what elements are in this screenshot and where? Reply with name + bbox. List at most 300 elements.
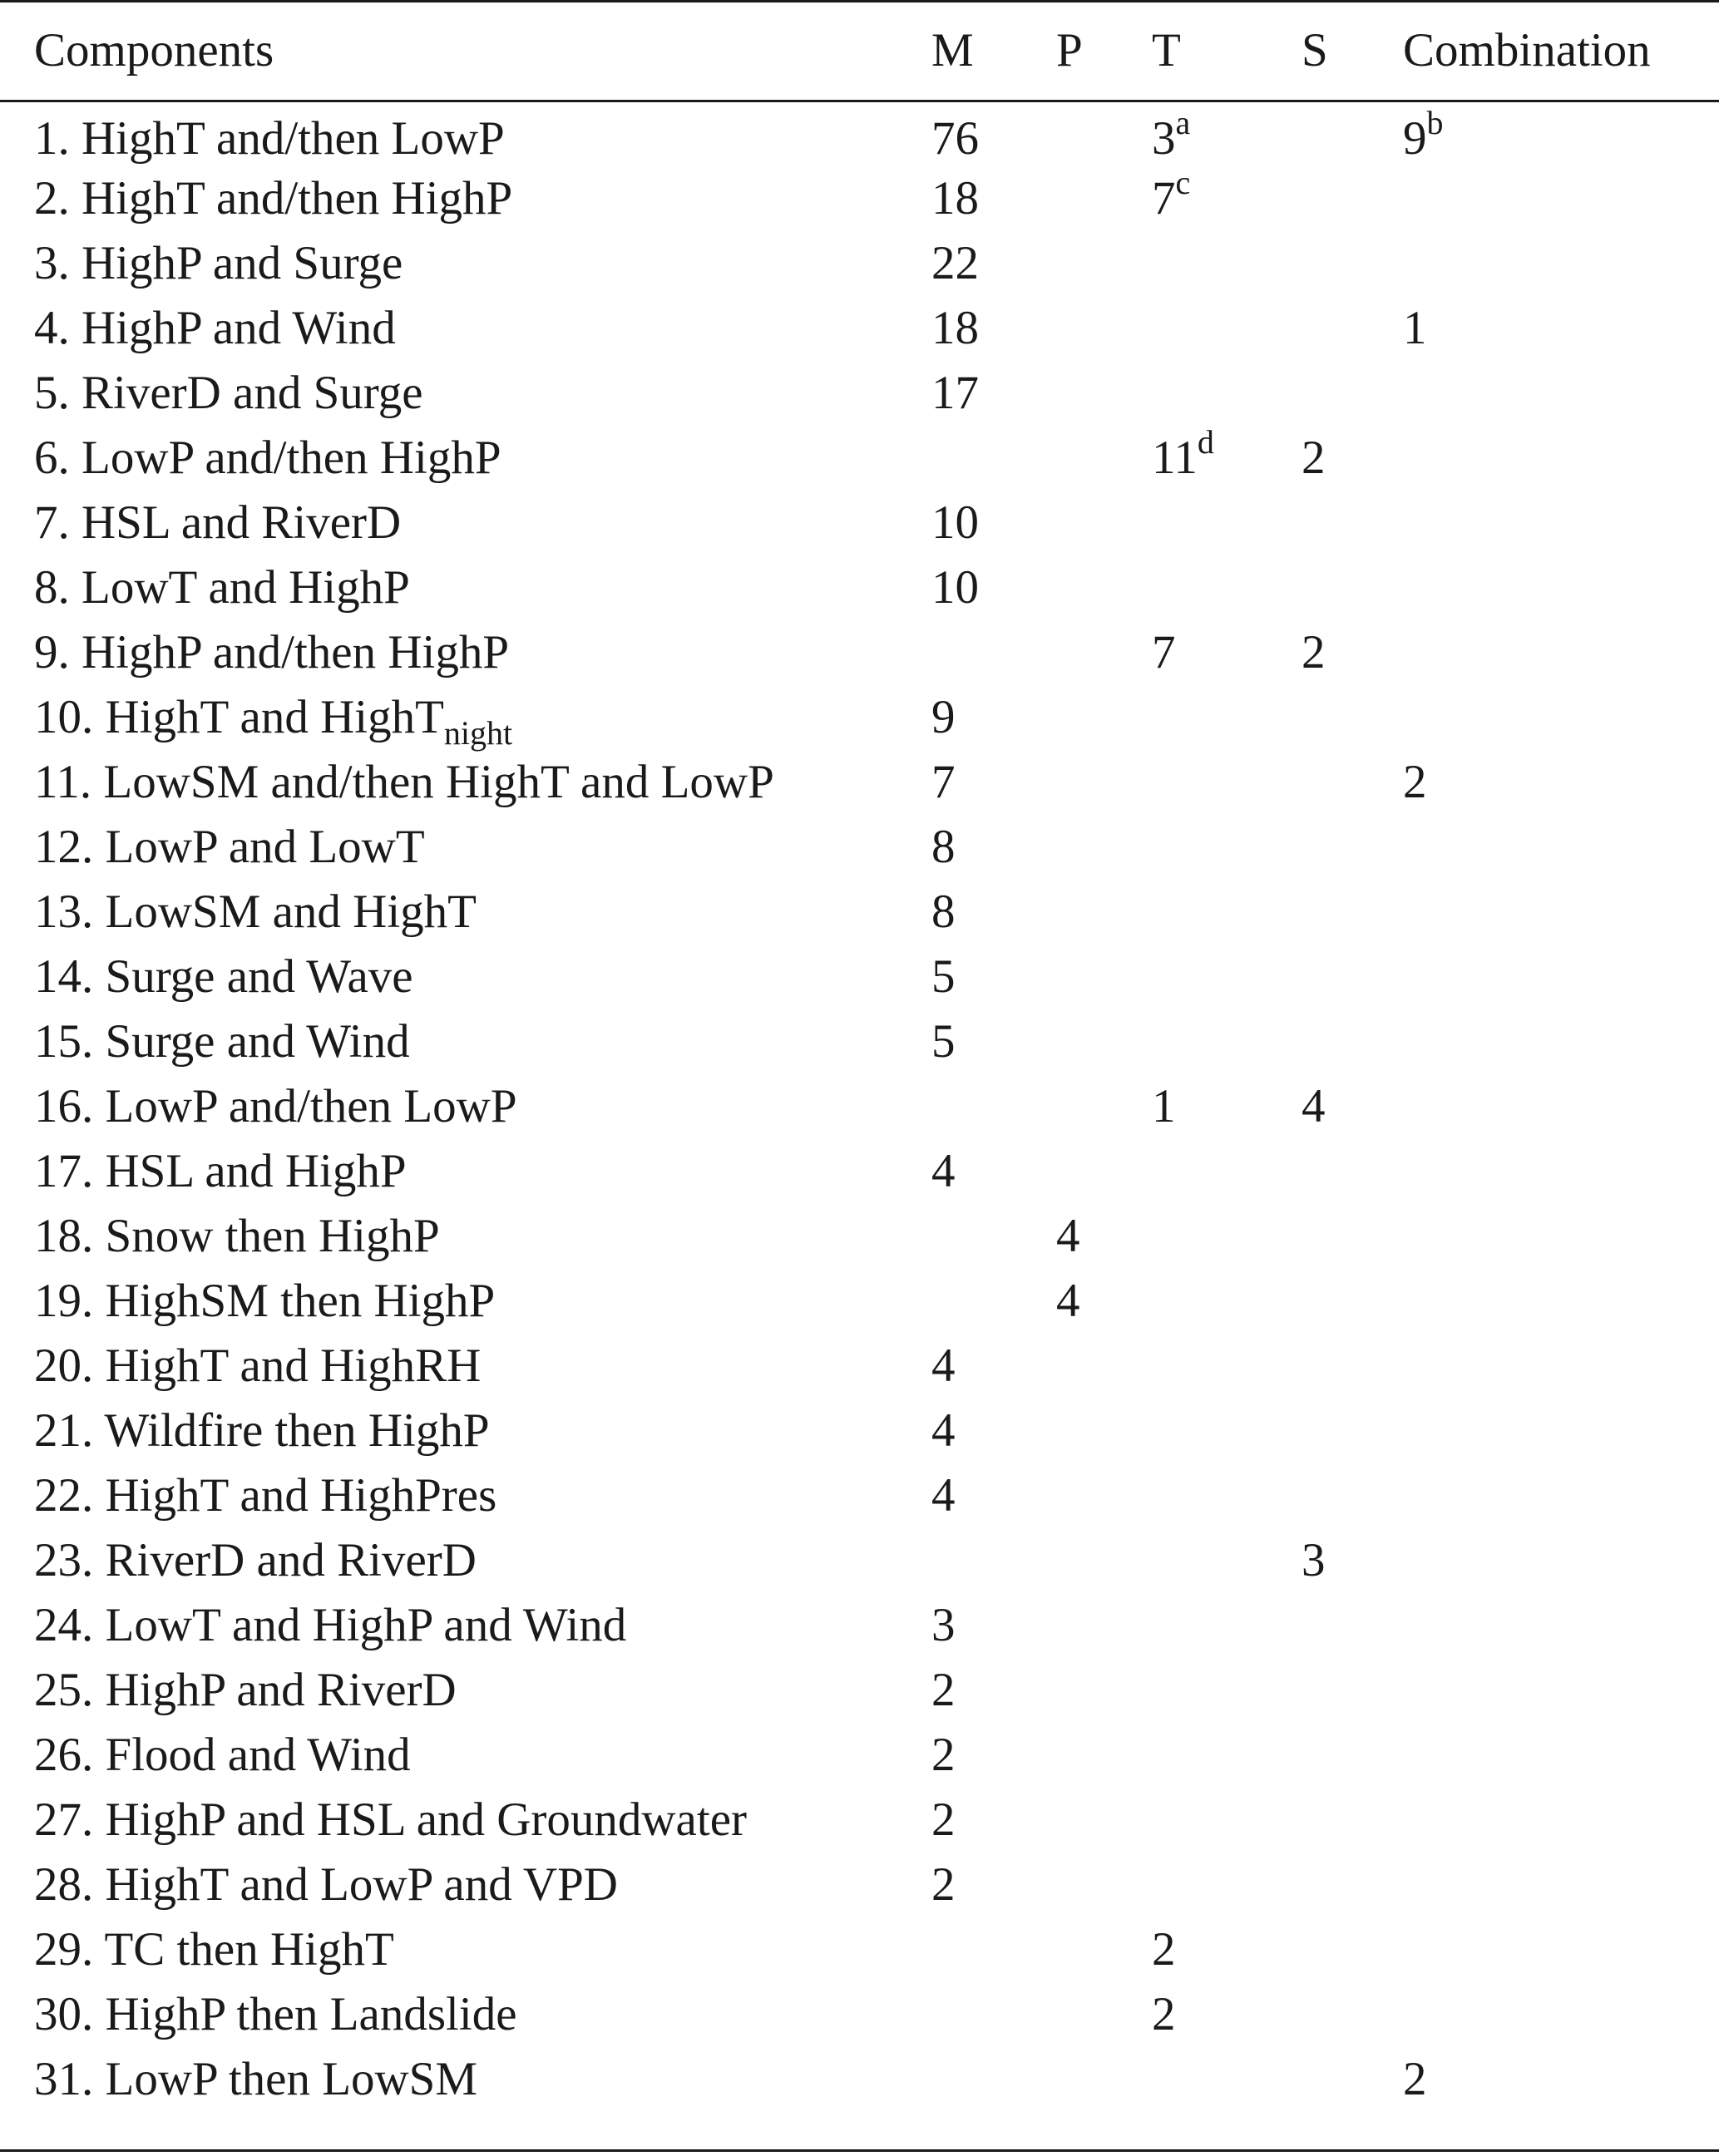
cell-m [931,879,1056,944]
cell-value: 2 [1403,755,1427,808]
cell-s [1302,230,1403,295]
table-row [0,1787,1719,1852]
cell-s [1302,1398,1403,1463]
cell-p [1056,1463,1152,1527]
cell-combination [1403,1463,1719,1527]
cell-t [1152,1852,1302,1917]
cell-s [1302,1722,1403,1787]
cell-value: 2 [1152,1922,1176,1976]
cell-p [1056,944,1152,1009]
cell-combination [1403,1592,1719,1657]
cell-t [1152,230,1302,295]
cell-s [1302,1009,1403,1073]
table-bottom-rule [0,2149,1719,2152]
component-label-subscript: night [443,713,513,752]
cell-components [0,1009,931,1073]
table-body [0,100,1719,2111]
cell-components [0,749,931,814]
component-label: 17. HSL and HighP [34,1144,407,1197]
cell-p [1056,1138,1152,1203]
component-label: 4. HighP and Wind [34,301,396,354]
cell-components [0,1073,931,1138]
cell-components [0,619,931,684]
component-label: 14. Surge and Wave [34,950,413,1003]
table-row [0,1203,1719,1268]
cell-combination [1403,360,1719,425]
cell-t [1152,1268,1302,1333]
cell-p [1056,1073,1152,1138]
cell-t [1152,422,1302,490]
cell-value: 4 [1056,1209,1080,1262]
cell-value: 4 [931,1339,956,1392]
cell-s [1302,1203,1403,1268]
cell-value: 4 [931,1404,956,1457]
cell-combination [1403,684,1719,749]
cell-m [931,555,1056,619]
cell-value: 9 [931,690,956,743]
cell-s [1302,1527,1403,1592]
cell-value: 10 [931,496,979,549]
cell-value: 76 [931,112,979,165]
cell-p [1056,879,1152,944]
component-label: 23. RiverD and RiverD [34,1533,477,1586]
table-row [0,1138,1719,1203]
cell-components [0,1787,931,1852]
cell-t [1152,619,1302,684]
cell-m [931,944,1056,1009]
table-row [0,1268,1719,1333]
cell-m [931,100,1056,165]
cell-p [1056,814,1152,879]
cell-s [1302,1917,1403,1981]
cell-t [1152,1917,1302,1981]
cell-m [931,619,1056,684]
cell-m [931,1463,1056,1527]
table-row [0,944,1719,1009]
cell-value: 2 [931,1858,956,1911]
component-label: 26. Flood and Wind [34,1728,411,1781]
component-label: 19. HighSM then HighP [34,1274,496,1327]
cell-p [1056,1009,1152,1073]
cell-t [1152,1073,1302,1138]
footnote-marker: d [1197,422,1214,461]
cell-s [1302,684,1403,749]
component-label: 9. HighP and/then HighP [34,625,510,678]
cell-s [1302,165,1403,230]
cell-t [1152,1657,1302,1722]
cell-value: 18 [931,301,979,354]
cell-value: 1 [1403,301,1427,354]
table-header-row [0,0,1719,100]
cell-m [931,684,1056,749]
component-label: 15. Surge and Wind [34,1014,410,1068]
table-row [0,1463,1719,1527]
component-label: 24. LowT and HighP and Wind [34,1598,627,1651]
cell-s [1302,1073,1403,1138]
cell-m [931,1073,1056,1138]
table-row [0,1657,1719,1722]
cell-m [931,1981,1056,2046]
cell-s [1302,1787,1403,1852]
table-row [0,1917,1719,1981]
cell-p [1056,1787,1152,1852]
table-row [0,619,1719,684]
cell-m [931,295,1056,360]
cell-combination [1403,425,1719,490]
cell-value: 2 [931,1663,956,1716]
cell-value: 1 [1152,1079,1176,1132]
cell-value: 2 [1302,431,1326,484]
cell-p [1056,490,1152,555]
cell-value: 3 [1152,112,1176,165]
cell-components [0,814,931,879]
table-row [0,165,1719,230]
cell-p [1056,1657,1152,1722]
cell-combination [1403,100,1719,165]
cell-combination [1403,1138,1719,1203]
cell-value: 5 [931,1014,956,1068]
header-combination: Combination [1403,23,1651,76]
component-label: 28. HighT and LowP and VPD [34,1858,618,1911]
cell-value: 3 [931,1598,956,1651]
cell-combination [1403,1657,1719,1722]
cell-combination [1403,295,1719,360]
cell-components [0,1981,931,2046]
component-label: 2. HighT and/then HighP [34,171,513,224]
component-label: 20. HighT and HighRH [34,1339,482,1392]
cell-combination [1403,1787,1719,1852]
cell-combination [1403,749,1719,814]
cell-components [0,1398,931,1463]
cell-t [1152,1527,1302,1592]
cell-combination [1403,1009,1719,1073]
component-label: 7. HSL and RiverD [34,496,402,549]
cell-t [1152,814,1302,879]
table-row [0,749,1719,814]
cell-t [1152,1722,1302,1787]
cell-combination [1403,1398,1719,1463]
cell-combination [1403,1722,1719,1787]
table-row [0,1981,1719,2046]
cell-p [1056,1527,1152,1592]
cell-s [1302,360,1403,425]
cell-t [1152,1787,1302,1852]
cell-combination [1403,1268,1719,1333]
cell-components [0,1657,931,1722]
cell-combination [1403,2046,1719,2111]
cell-combination [1403,1852,1719,1917]
cell-t [1152,295,1302,360]
cell-t [1152,1463,1302,1527]
cell-combination [1403,944,1719,1009]
component-label: 21. Wildfire then HighP [34,1404,490,1457]
cell-components [0,1722,931,1787]
cell-value: 4 [931,1144,956,1197]
header-p: P [1056,23,1083,76]
cell-p [1056,230,1152,295]
cell-p [1056,684,1152,749]
cell-value: 5 [931,950,956,1003]
cell-m [931,1333,1056,1398]
cell-t [1152,1592,1302,1657]
cell-m [931,749,1056,814]
cell-combination [1403,555,1719,619]
cell-s [1302,879,1403,944]
table-row [0,1333,1719,1398]
header-m: M [931,23,974,76]
cell-components [0,360,931,425]
cell-p [1056,1592,1152,1657]
component-label: 16. LowP and/then LowP [34,1079,517,1132]
cell-p [1056,1981,1152,2046]
cell-combination [1403,1073,1719,1138]
header-t: T [1152,23,1181,76]
cell-s [1302,1657,1403,1722]
cell-p [1056,100,1152,165]
header-components: Components [34,23,274,76]
cell-m [931,1203,1056,1268]
cell-t [1152,490,1302,555]
cell-s [1302,814,1403,879]
cell-p [1056,749,1152,814]
footnote-marker: c [1175,163,1191,201]
cell-s [1302,490,1403,555]
table-row [0,490,1719,555]
cell-m [931,230,1056,295]
cell-components [0,230,931,295]
cell-t [1152,684,1302,749]
cell-t [1152,1203,1302,1268]
cell-m [931,1009,1056,1073]
table-row [0,1722,1719,1787]
table-row [0,360,1719,425]
cell-combination [1403,879,1719,944]
cell-components [0,1852,931,1917]
cell-t [1152,165,1302,230]
cell-value: 22 [931,236,979,289]
cell-m [931,1527,1056,1592]
table-row [0,1852,1719,1917]
cell-m [931,1657,1056,1722]
component-label: 25. HighP and RiverD [34,1663,457,1716]
cell-t [1152,100,1302,165]
cell-components [0,1592,931,1657]
cell-value: 4 [1056,1274,1080,1327]
cell-t [1152,555,1302,619]
cell-p [1056,1268,1152,1333]
cell-p [1056,1203,1152,1268]
cell-s [1302,1138,1403,1203]
cell-s [1302,1852,1403,1917]
cell-s [1302,425,1403,490]
cell-p [1056,425,1152,490]
cell-value: 7 [1152,171,1176,224]
cell-components [0,1138,931,1203]
cell-combination [1403,1333,1719,1398]
cell-p [1056,165,1152,230]
cell-components [0,295,931,360]
cell-m [931,1722,1056,1787]
table-row [0,2046,1719,2111]
cell-m [931,1398,1056,1463]
table-row [0,425,1719,490]
cell-s [1302,1981,1403,2046]
cell-value: 7 [1152,625,1176,678]
footnote-marker: a [1175,104,1191,141]
cell-components [0,879,931,944]
cell-components [0,1463,931,1527]
cell-s [1302,2046,1403,2111]
component-label: 29. TC then HighT [34,1922,394,1976]
cell-combination [1403,1203,1719,1268]
component-label: 11. LowSM and/then HighT and LowP [34,755,774,808]
table-row [0,1527,1719,1592]
cell-s [1302,1268,1403,1333]
cell-t [1152,1398,1302,1463]
cell-m [931,360,1056,425]
table-row [0,1073,1719,1138]
cell-p [1056,1852,1152,1917]
cell-value: 2 [931,1793,956,1846]
cell-s [1302,1333,1403,1398]
component-label: 10. HighT and HighT [34,690,444,743]
cell-t [1152,1009,1302,1073]
cell-combination [1403,165,1719,230]
cell-value: 7 [931,755,956,808]
cell-components [0,555,931,619]
component-label: 3. HighP and Surge [34,236,403,289]
cell-combination [1403,619,1719,684]
cell-t [1152,944,1302,1009]
cell-components [0,425,931,490]
cell-value: 17 [931,366,979,419]
cell-value: 4 [931,1468,956,1522]
cell-p [1056,1398,1152,1463]
cell-s [1302,555,1403,619]
cell-combination [1403,814,1719,879]
cell-components [0,684,931,752]
component-label: 12. LowP and LowT [34,820,425,873]
table-row [0,1009,1719,1073]
cell-value: 2 [1302,625,1326,678]
cell-t [1152,749,1302,814]
cell-value: 3 [1302,1533,1326,1586]
cell-m [931,1917,1056,1981]
table-row [0,1398,1719,1463]
component-label: 1. HighT and/then LowP [34,112,505,165]
cell-value: 10 [931,560,979,614]
cell-value: 11 [1152,431,1198,484]
cell-m [931,1592,1056,1657]
cell-m [931,165,1056,230]
cell-components [0,1527,931,1592]
cell-m [931,490,1056,555]
cell-p [1056,2046,1152,2111]
cell-s [1302,749,1403,814]
cell-combination [1403,230,1719,295]
table-row [0,1592,1719,1657]
table-row [0,295,1719,360]
cell-combination [1403,490,1719,555]
cell-s [1302,1463,1403,1527]
table-row [0,684,1719,749]
header-s: S [1302,23,1328,76]
component-label: 18. Snow then HighP [34,1209,440,1262]
cell-combination [1403,1527,1719,1592]
component-label: 27. HighP and HSL and Groundwater [34,1793,747,1846]
cell-m [931,1852,1056,1917]
table-row [0,100,1719,165]
component-label: 6. LowP and/then HighP [34,431,501,484]
cell-value: 8 [931,885,956,938]
cell-s [1302,1592,1403,1657]
cell-p [1056,360,1152,425]
component-label: 22. HighT and HighPres [34,1468,497,1522]
cell-value: 2 [931,1728,956,1781]
cell-m [931,1268,1056,1333]
cell-m [931,814,1056,879]
cell-value: 4 [1302,1079,1326,1132]
cell-t [1152,1138,1302,1203]
component-label: 30. HighP then Landslide [34,1987,517,2040]
cell-value: 9 [1403,112,1427,165]
cell-value: 8 [931,820,956,873]
table-row [0,230,1719,295]
cell-components [0,490,931,555]
cell-value: 2 [1403,2052,1427,2105]
cell-p [1056,1722,1152,1787]
cell-t [1152,1981,1302,2046]
cell-components [0,1917,931,1981]
cell-components [0,1203,931,1268]
cell-s [1302,619,1403,684]
cell-t [1152,879,1302,944]
cell-m [931,1787,1056,1852]
cell-components [0,1333,931,1398]
cell-p [1056,555,1152,619]
table-row [0,814,1719,879]
cell-combination [1403,1917,1719,1981]
component-label: 5. RiverD and Surge [34,366,423,419]
cell-p [1056,619,1152,684]
cell-s [1302,944,1403,1009]
cell-m [931,2046,1056,2111]
cell-m [931,1138,1056,1203]
component-label: 13. LowSM and HighT [34,885,477,938]
cell-combination [1403,1981,1719,2046]
cell-components [0,165,931,230]
component-label: 31. LowP then LowSM [34,2052,478,2105]
cell-s [1302,100,1403,165]
cell-value: 2 [1152,1987,1176,2040]
cell-m [931,425,1056,490]
cell-p [1056,1333,1152,1398]
cell-components [0,2046,931,2111]
cell-s [1302,295,1403,360]
cell-components [0,944,931,1009]
cell-components [0,1268,931,1333]
table-row [0,555,1719,619]
table-row [0,879,1719,944]
component-label: 8. LowT and HighP [34,560,410,614]
cell-t [1152,1333,1302,1398]
cell-p [1056,295,1152,360]
cell-t [1152,360,1302,425]
footnote-marker: b [1426,104,1444,141]
cell-t [1152,2046,1302,2111]
cell-value: 18 [931,171,979,224]
cell-components [0,100,931,165]
